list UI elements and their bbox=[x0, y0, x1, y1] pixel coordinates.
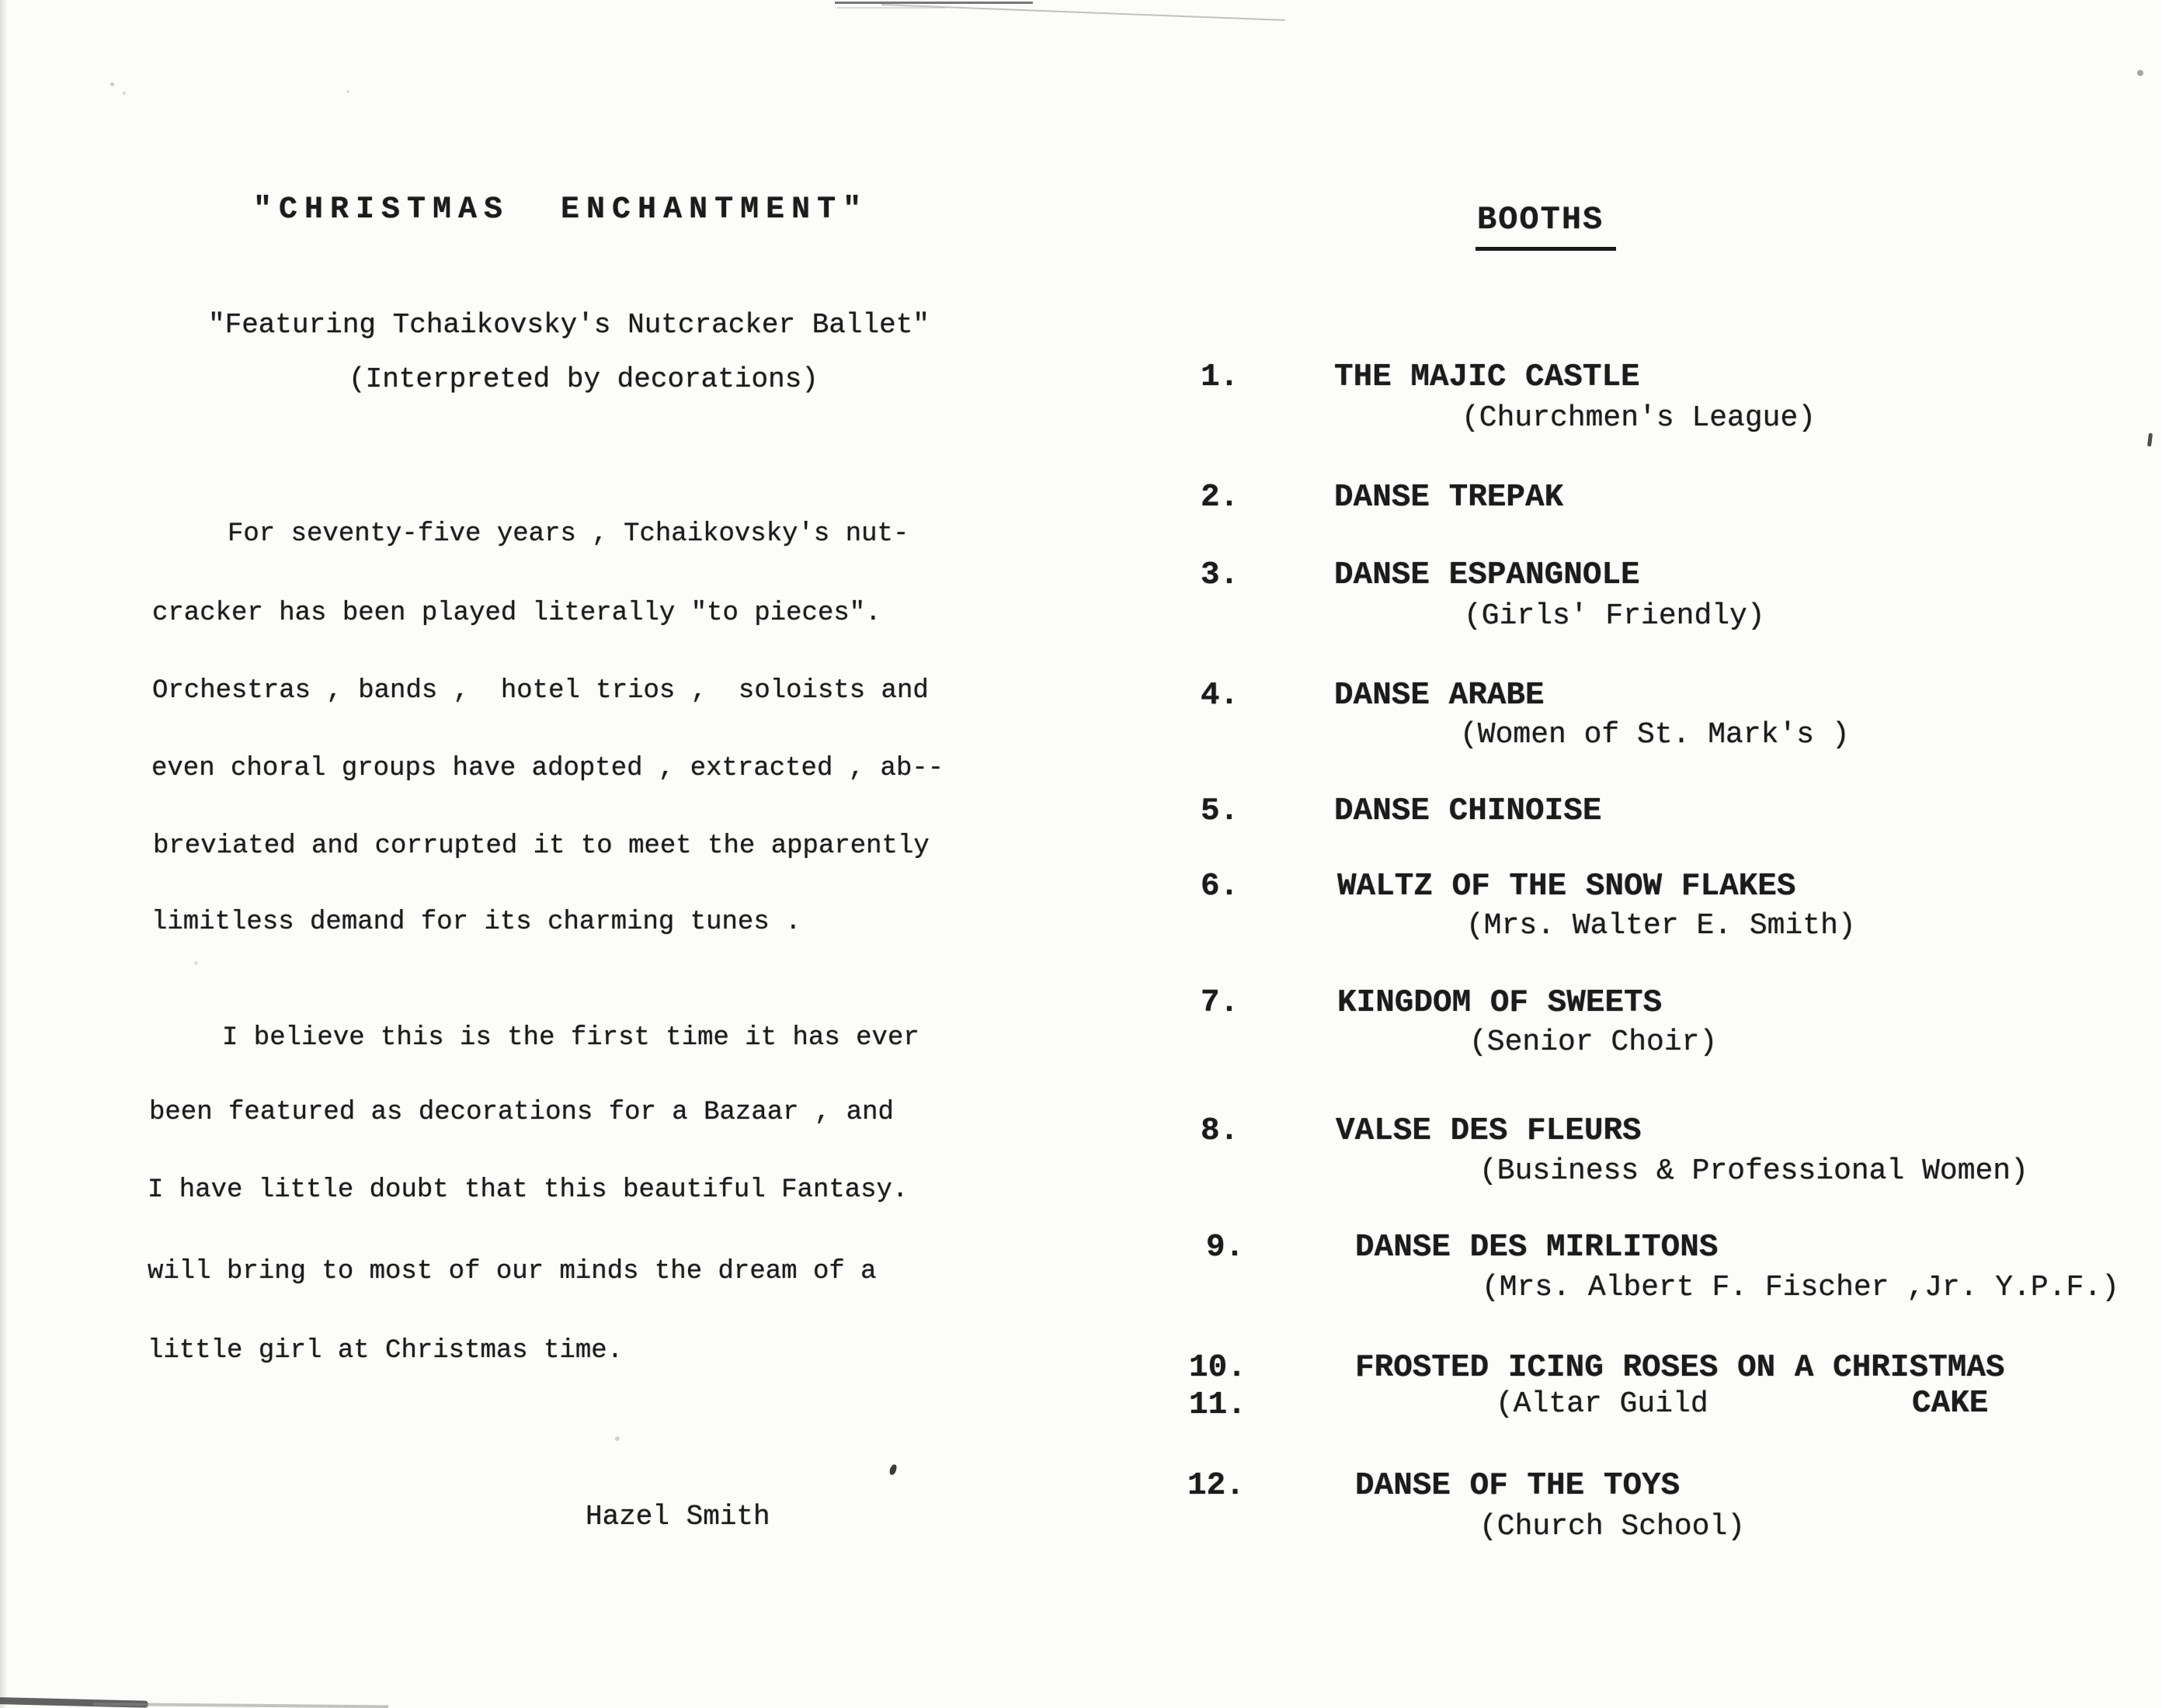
booth-12-number: 12. bbox=[1187, 1468, 1245, 1504]
scan-artifact-top-line bbox=[835, 2, 1033, 4]
paragraph2-line-3: I have little doubt that this beautiful Fantasy. bbox=[148, 1175, 909, 1205]
paragraph2-line-5: little girl at Christmas time. bbox=[148, 1336, 624, 1366]
paragraph1-line-5: breviated and corrupted it to meet the apparently bbox=[153, 831, 930, 861]
scan-artifact-bottom-smudge bbox=[0, 1697, 148, 1708]
booth-9-name: DANSE DES MIRLITONS bbox=[1355, 1230, 1719, 1265]
scan-dot-4 bbox=[194, 961, 198, 965]
booth-1-number: 1. bbox=[1201, 359, 1239, 395]
scan-dot-1 bbox=[110, 82, 114, 86]
booth-9-number: 9. bbox=[1206, 1230, 1245, 1265]
booth-7-group: (Senior Choir) bbox=[1469, 1026, 1718, 1059]
booth-4-number: 4. bbox=[1201, 678, 1239, 713]
booth-9-group: (Mrs. Albert F. Fischer ,Jr. Y.P.F.) bbox=[1482, 1271, 2119, 1304]
booth-1-group: (Churchmen's League) bbox=[1462, 401, 1816, 435]
scan-artifact-bottom-trail bbox=[93, 1703, 388, 1708]
booth-6-group: (Mrs. Walter E. Smith) bbox=[1466, 909, 1856, 943]
paragraph2-line-4: will bring to most of our minds the dream of a bbox=[148, 1257, 877, 1286]
booth-7-number: 7. bbox=[1201, 985, 1239, 1021]
booth-3-number: 3. bbox=[1201, 557, 1239, 593]
scan-speck-right-edge bbox=[2147, 433, 2153, 446]
booths-heading: BOOTHS bbox=[1476, 200, 1616, 251]
booth-1-name: THE MAJIC CASTLE bbox=[1334, 359, 1640, 395]
scan-artifact-left-edge bbox=[0, 0, 8, 1708]
booth-11-group: (Altar Guild bbox=[1496, 1387, 1708, 1421]
booth-11-cake-label: CAKE bbox=[1912, 1386, 1989, 1422]
paragraph2-line-1: I believe this is the first time it has ever bbox=[222, 1023, 919, 1053]
booth-8-group: (Business & Professional Women) bbox=[1479, 1154, 2028, 1188]
signature: Hazel Smith bbox=[586, 1501, 770, 1533]
scan-speck-near-signature bbox=[888, 1463, 897, 1476]
booth-6-number: 6. bbox=[1201, 869, 1239, 904]
booth-2-number: 2. bbox=[1201, 480, 1239, 516]
scan-dot-3 bbox=[346, 90, 349, 93]
booth-4-group: (Women of St. Mark's ) bbox=[1460, 718, 1850, 752]
booth-11-number: 11. bbox=[1189, 1387, 1246, 1423]
booth-3-name: DANSE ESPANGNOLE bbox=[1334, 557, 1640, 593]
booth-10-name: FROSTED ICING ROSES ON A CHRISTMAS bbox=[1355, 1350, 2005, 1386]
booth-8-name: VALSE DES FLEURS bbox=[1336, 1113, 1642, 1149]
scan-dot-2 bbox=[123, 92, 126, 95]
booth-8-number: 8. bbox=[1201, 1113, 1239, 1149]
subtitle-interpreted: (Interpreted by decorations) bbox=[349, 363, 819, 395]
booth-5-number: 5. bbox=[1201, 793, 1239, 829]
booth-3-group: (Girls' Friendly) bbox=[1464, 599, 1765, 633]
paragraph1-line-3: Orchestras , bands , hotel trios , soloists and bbox=[152, 676, 929, 706]
booth-2-name: DANSE TREPAK bbox=[1334, 480, 1564, 516]
booth-12-name: DANSE OF THE TOYS bbox=[1355, 1468, 1681, 1504]
paragraph1-line-2: cracker has been played literally "to pieces". bbox=[152, 599, 881, 628]
booth-4-name: DANSE ARABE bbox=[1334, 678, 1545, 713]
paragraph2-line-2: been featured as decorations for a Bazaar , and bbox=[149, 1098, 894, 1127]
scan-artifact-top-faint-line bbox=[837, 7, 946, 9]
subtitle-featuring: "Featuring Tchaikovsky's Nutcracker Ballet" bbox=[208, 309, 930, 341]
page-title: "CHRISTMAS ENCHANTMENT" bbox=[253, 193, 869, 227]
paragraph1-line-1: For seventy-five years , Tchaikovsky's nut- bbox=[228, 519, 909, 549]
scan-speck-top-right bbox=[2137, 70, 2143, 76]
scan-artifact-top-diagonal bbox=[881, 4, 1285, 21]
paragraph1-line-4: even choral groups have adopted , extracted , ab-- bbox=[151, 754, 944, 783]
paragraph1-line-6: limitless demand for its charming tunes . bbox=[151, 908, 801, 937]
booth-6-name: WALTZ OF THE SNOW FLAKES bbox=[1337, 869, 1796, 904]
booth-10-number: 10. bbox=[1189, 1350, 1246, 1386]
booth-7-name: KINGDOM OF SWEETS bbox=[1337, 985, 1663, 1021]
scan-dot-5 bbox=[615, 1436, 620, 1441]
booth-5-name: DANSE CHINOISE bbox=[1334, 793, 1602, 829]
booth-12-group: (Church School) bbox=[1479, 1510, 1746, 1543]
